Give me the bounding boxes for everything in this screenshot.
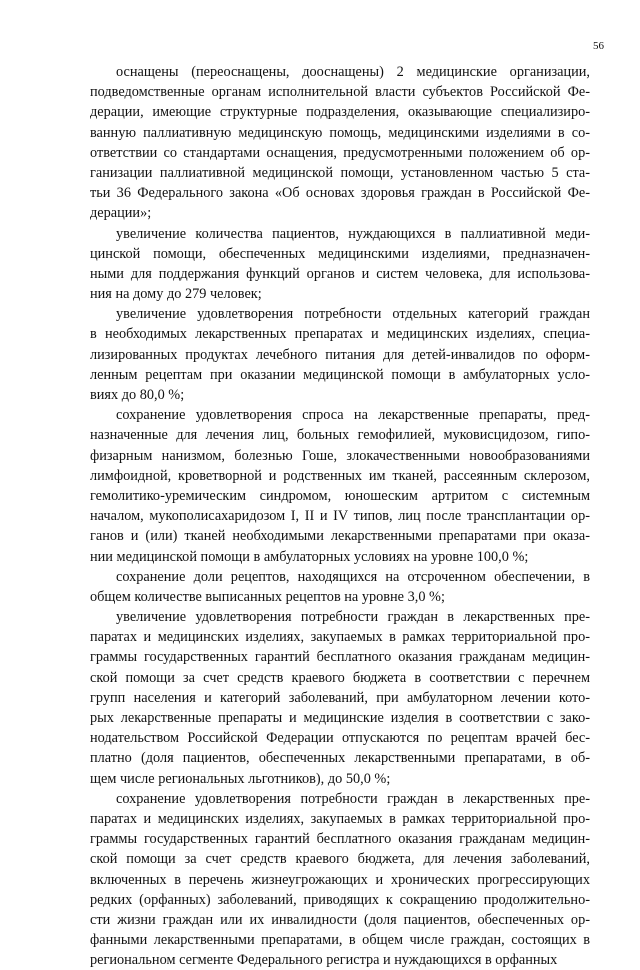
text-line: началом, мукополисахаридозом I, II и IV типов, лиц после трансплантации ор-: [90, 508, 590, 525]
body-text: [90, 62, 590, 970]
text-line: рых лекарственные препараты и медицинские изделия в соответствии с зако-: [90, 710, 590, 726]
text-line: ганизации паллиативной медицинской помощи, установленном частью 5 ста-: [90, 164, 590, 181]
text-line: дерации, имеющие структурные подразделения, оказывающие специализиро-: [90, 104, 590, 121]
text-line: назначенные для лечения лиц, больных гемофилией, муковисцидозом, гипо-: [90, 427, 590, 444]
text-line: виях до 80,0 %;: [90, 387, 185, 403]
text-line: лизированных продуктах лечебного питания для детей-инвалидов по оформ-: [90, 346, 590, 363]
paragraph: [90, 224, 590, 305]
text-line: лимфоидной, кроветворной и родственных им тканей, рассеянным склерозом,: [90, 467, 590, 484]
text-line: физарным нанизмом, болезнью Гоше, злокачественными новообразованиями: [90, 447, 590, 464]
text-line: тьи 36 Федерального закона «Об основах здоровья граждан в Российской Фе-: [90, 185, 590, 202]
text-line: увеличение количества пациентов, нуждающихся в паллиативной меди-: [116, 225, 590, 242]
paragraph: [90, 405, 590, 567]
text-line: ленным рецептам при оказании медицинской помощи в амбулаторных усло-: [90, 366, 590, 383]
text-line: паратах и медицинских изделиях, закупаемых в рамках территориальной про-: [90, 629, 590, 646]
text-line: региональном сегменте Федерального регистра и нуждающихся в орфанных: [90, 952, 558, 969]
text-line: подведомственные органам исполнительной власти субъектов Российской Фе-: [90, 84, 590, 101]
text-line: нии медицинской помощи в амбулаторных условиях на уровне 100,0 %;: [90, 548, 529, 565]
paragraph: [90, 789, 590, 970]
text-line: платно (доля пациентов, обеспеченных лекарственными препаратами, в об-: [90, 750, 590, 767]
text-line: включенных в перечень жизнеугрожающих и хронических прогрессирующих: [90, 871, 590, 888]
text-line: граммы государственных гарантий бесплатного оказания гражданам медицин-: [90, 831, 590, 848]
text-line: ответствии со стандартами оснащения, предусмотренными положением об ор-: [90, 144, 590, 161]
text-line: цинской помощи, обеспеченных медицинскими изделиями, предназначен-: [90, 245, 590, 262]
text-line: увеличение удовлетворения потребности граждан в лекарственных пре-: [116, 609, 590, 626]
text-line: сохранение удовлетворения потребности граждан в лекарственных пре-: [116, 790, 590, 807]
text-line: увеличение удовлетворения потребности отдельных категорий граждан: [116, 306, 590, 323]
text-line: ванную паллиативную медицинскую помощь, медицинскими изделиями в со-: [90, 124, 590, 141]
paragraph: [90, 567, 590, 607]
text-line: редких (орфанных) заболеваний, приводящих к сокращению продолжительно-: [90, 891, 590, 908]
text-line: общем количестве выписанных рецептов на уровне 3,0 %;: [90, 588, 445, 605]
paragraph: [90, 607, 590, 789]
text-line: фанными лекарственными препаратами, в общем числе граждан, состоящих в: [90, 932, 590, 949]
text-line: сохранение удовлетворения спроса на лекарственные препараты, пред-: [116, 407, 590, 424]
text-line: групп населения и категорий заболеваний, при амбулаторном лечении кото-: [90, 689, 590, 706]
text-line: паратах и медицинских изделиях, закупаемых в рамках территориальной про-: [90, 810, 590, 827]
text-line: нодательством Российской Федерации отпускаются по рецептам врачей бес-: [90, 730, 590, 747]
text-line: щем числе региональных льготников), до 50,0 %;: [90, 770, 391, 787]
text-line: сти жизни граждан или их инвалидности (доля пациентов, обеспеченных ор-: [90, 911, 590, 928]
paragraph: [90, 62, 590, 224]
text-line: сохранение доли рецептов, находящихся на отсроченном обеспечении, в: [116, 568, 590, 585]
paragraph: [90, 304, 590, 405]
text-line: гемолитико-уремическим синдромом, юношеским артритом с системным: [90, 487, 590, 504]
text-line: граммы государственных гарантий бесплатного оказания гражданам медицин-: [90, 649, 590, 666]
text-line: ской помощи за счет средств краевого бюджета, для лечения заболеваний,: [90, 851, 590, 868]
page-number: 56: [593, 40, 604, 52]
text-line: ния на дому до 279 человек;: [90, 286, 262, 303]
text-line: оснащены (переоснащены, дооснащены) 2 медицинские организации,: [116, 64, 590, 80]
text-line: ными для поддержания функций органов и систем человека, для использова-: [90, 265, 590, 282]
text-line: ской помощи за счет средств краевого бюджета в соответствии с перечнем: [90, 669, 590, 686]
text-line: в необходимых лекарственных препаратах и медицинских изделиях, специа-: [90, 326, 590, 343]
text-line: ганов и (или) тканей необходимыми лекарственными препаратами при оказа-: [90, 528, 590, 545]
text-line: дерации»;: [90, 205, 152, 222]
